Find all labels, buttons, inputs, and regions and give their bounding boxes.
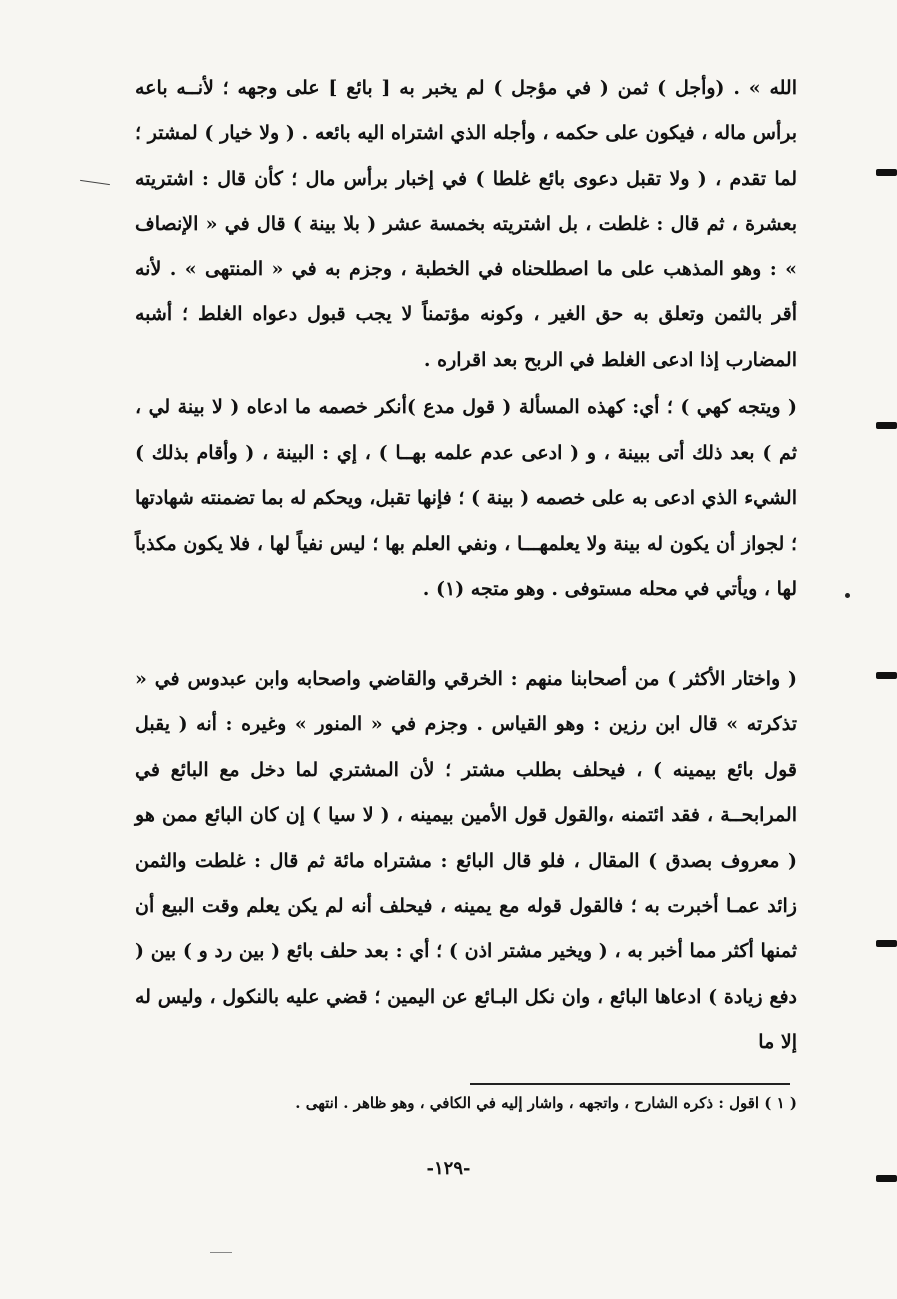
margin-scan-mark xyxy=(876,422,897,429)
footnote-divider xyxy=(470,1083,790,1085)
margin-scan-mark xyxy=(876,1175,897,1182)
margin-scan-dot xyxy=(845,593,850,598)
margin-scan-mark xyxy=(876,940,897,947)
paragraph-3: ( واختار الأكثر ) من أصحابنا منهم : الخرقي والقاضي واصحابه وابن عبدوس في « تذكرته » قال ابن رزين : وهو القياس . وجزم في « المنور » وغيره : أنه ( يقبل قول بائع بيمينه ) ، فيحلف بطلب مشتر ؛ لأن المشتري لما دخل مع البائع في المرابحــة ، فقد ائتمنه ،والقول قول الأمين بيمينه ، ( لا سيا ) إن كان البائع ممن هو ( معروف بصدق ) المقال ، فلو قال البائع : مشتراه مائة ثم قال : غلطت والثمن زائد عمـا أخبرت به ؛ فالقول قوله مع يمينه ، فيحلف أنه لم يكن يعلم وقت البيع أن ثمنها أكثر مما أخبر به ، ( ويخير مشتر اذن ) ؛ أي : بعد حلف بائع ( بين رد و ) بين ( دفع زيادة ) ادعاها البائع ، وان نكل البـائع عن اليمين ؛ قضي عليه بالنكول ، وليس له إلا ما xyxy=(135,668,797,1054)
footnote: ( ١ ) اقول : ذكره الشارح ، واتجهه ، واشار إليه في الكافي ، وهو ظاهر . انتهى . xyxy=(295,1094,797,1112)
page-number: -١٢٩- xyxy=(426,1158,471,1179)
margin-scan-mark xyxy=(876,169,897,176)
margin-scan-mark xyxy=(876,672,897,679)
margin-scan-line xyxy=(80,180,110,185)
paragraph-2: ( ويتجه كهي ) ؛ أي: كهذه المسألة ( قول مدع )أنكر خصمه ما ادعاه ( لا بينة لي ، ثم ) بعد ذلك أتى ببينة ، و ( ادعى عدم علمه بهــا ) ، إي : البينة ، ( وأقام بذلك ) الشيء الذي ادعى به على خصمه ( بينة ) ؛ فإنها تقبل، ويحكم له بما تضمنته شهادتها ؛ لجواز أن يكون له بينة ولا يعلمهـــا ، ونفي العلم بها ؛ ليس نفياً لها ، فلا يكون مكذباً لها ، ويأتي في محله مستوفى . وهو متجه (١) . xyxy=(135,396,797,601)
margin-scan-line xyxy=(210,1252,232,1253)
paragraph-1: الله » . (وأجل ) ثمن ( في مؤجل ) لم يخبر به [ بائع ] على وجهه ؛ لأنــه باعه برأس ماله ، فيكون على حكمه ، وأجله الذي اشتراه اليه بائعه . ( ولا خيار ) لمشتر ؛ لما تقدم ، ( ولا تقبل دعوى بائع غلطا ) في إخبار برأس مال ؛ كأن قال : اشتريته بعشرة ، ثم قال : غلطت ، بل اشتريته بخمسة عشر ( بلا بينة ) قال في « الإنصاف » : وهو المذهب على ما اصطلحناه في الخطبة ، وجزم به في « المنتهى » . لأنه أقر بالثمن وتعلق به حق الغير ، وكونه مؤتمناً لا يجب قبول دعواه الغلط ؛ أشبه المضارب إذا ادعى الغلط في الربح بعد اقراره . xyxy=(135,77,798,371)
